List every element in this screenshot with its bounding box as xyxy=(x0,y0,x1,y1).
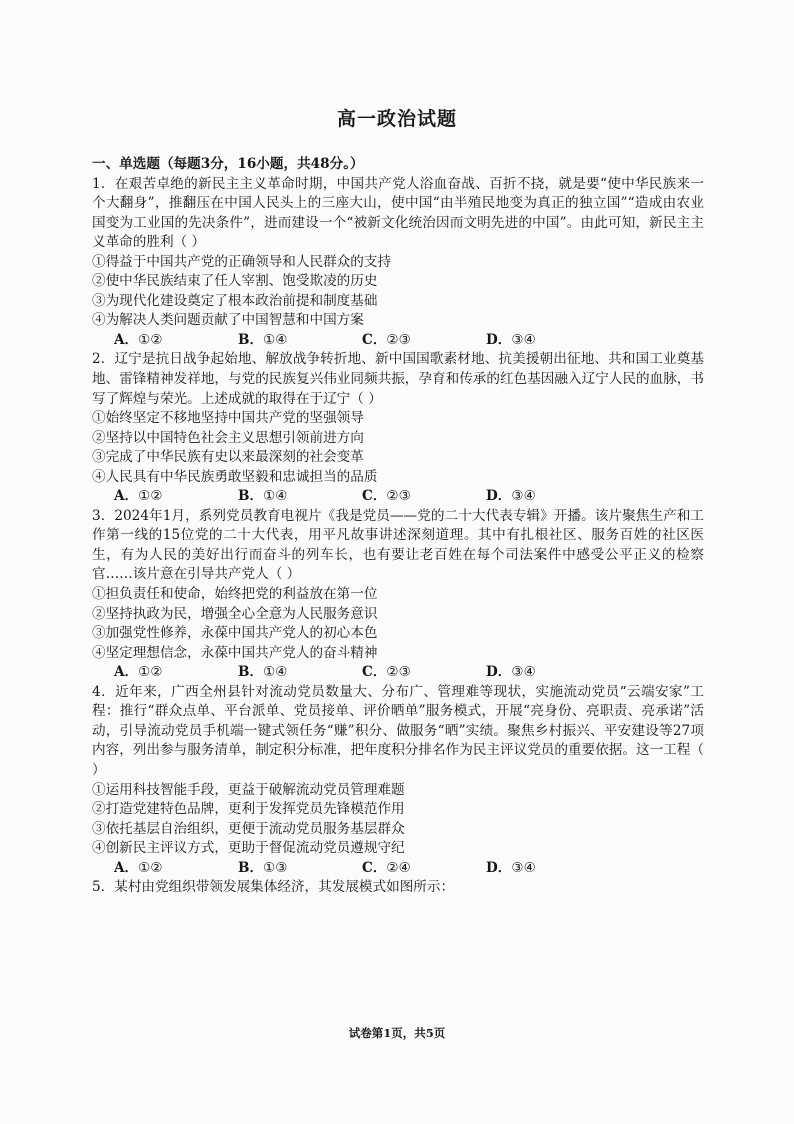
question-1 xyxy=(92,175,704,351)
statement-option: ①运用科技智能手段，更益于破解流动党员管理难题 xyxy=(92,781,405,798)
choice-c: C．②③ xyxy=(362,664,411,681)
section-heading: 一、单选题（每题3分，16小题，共48分。） xyxy=(92,156,364,172)
choice-a: A．①② xyxy=(114,331,163,348)
choice-d: D．③④ xyxy=(486,488,536,505)
statement-option: ③为现代化建设奠定了根本政治前提和制度基础 xyxy=(92,292,378,309)
statement-option: ①担负责任和使命，始终把党的利益放在第一位 xyxy=(92,586,378,603)
choice-c: C．②③ xyxy=(362,488,411,505)
answer-choices xyxy=(92,331,704,351)
answer-choices xyxy=(92,859,704,879)
choice-b: B．①④ xyxy=(238,488,288,505)
statement-option: ④人民具有中华民族勇敢坚毅和忠诚担当的品质 xyxy=(92,468,378,485)
question-stem: 1．在艰苦卓绝的新民主主义革命时期，中国共产党人浴血奋战、百折不挠，就是要“使中华民族来一个大翻身”，推翻压在中国人民头上的三座大山，使中国“由半殖民地变为真正的独立国”“造成由农业国变为工业国的先决条件”，进而建设一个“被新文化统治因而文明先进的中国”。由此可知，新民主主义革命的胜利（ ） xyxy=(92,175,704,251)
question-stem: 2．辽宁是抗日战争起始地、解放战争转折地、新中国国歌素材地、抗美援朝出征地、共和国工业奠基地、雷锋精神发祥地，与党的民族复兴伟业同频共振，孕育和传承的红色基因融入辽宁人民的血脉，书写了辉煌与荣光。上述成就的取得在于辽宁（ ） xyxy=(92,351,704,407)
page-footer: 试卷第1页，共5页 xyxy=(348,1026,446,1040)
choice-c: C．②④ xyxy=(362,859,411,876)
statement-option: ④坚定理想信念，永葆中国共产党人的奋斗精神 xyxy=(92,644,378,661)
statement-option: ④为解决人类问题贡献了中国智慧和中国方案 xyxy=(92,312,364,329)
answer-choices xyxy=(92,663,704,683)
statement-option: ①始终坚定不移地坚持中国共产党的坚强领导 xyxy=(92,410,364,427)
choice-a: A．①② xyxy=(114,664,163,681)
question-5 xyxy=(92,878,704,898)
statement-option: ①得益于中国共产党的正确领导和人民群众的支持 xyxy=(92,253,392,270)
question-stem: 3．2024年1月，系列党员教育电视片《我是党员——党的二十大代表专辑》开播。该片聚焦生产和工作第一线的15位党的二十大代表，用平凡故事讲述深刻道理。其中有扎根社区、服务百姓的社区医生，有为人民的美好出行而奋斗的列车长，也有要让老百姓在每个司法案件中感受公平正义的检察官……该片意在引导共产党人（ ） xyxy=(92,507,704,583)
answer-choices xyxy=(92,487,704,507)
question-3 xyxy=(92,507,704,683)
question-4 xyxy=(92,683,704,878)
choice-a: A．①② xyxy=(114,859,163,876)
choice-d: D．③④ xyxy=(486,664,536,681)
question-2 xyxy=(92,350,704,506)
choice-b: B．①③ xyxy=(238,859,288,876)
choice-d: D．③④ xyxy=(486,859,536,876)
statement-option: ②坚持以中国特色社会主义思想引领前进方向 xyxy=(92,429,364,446)
question-stem: 5．某村由党组织带领发展集体经济，其发展模式如图所示： xyxy=(92,879,455,896)
choice-a: A．①② xyxy=(114,488,163,505)
exam-content xyxy=(92,155,704,898)
statement-option: ③加强党性修养，永葆中国共产党人的初心本色 xyxy=(92,625,378,642)
statement-option: ④创新民主评议方式，更助于督促流动党员遵规守纪 xyxy=(92,840,405,857)
choice-c: C．②③ xyxy=(362,331,411,348)
statement-option: ③完成了中华民族有史以来最深刻的社会变革 xyxy=(92,449,364,466)
choice-b: B．①④ xyxy=(238,664,288,681)
question-stem: 4．近年来，广西全州县针对流动党员数量大、分布广、管理难等现状，实施流动党员“云端安家”工程：推行“群众点单、平台派单、党员接单、评价晒单”服务模式，开展“亮身份、亮职责、亮承诺”活动，引导流动党员手机端一键式领任务“赚”积分、做服务“晒”实绩。聚焦乡村振兴、平安建设等27项内容，列出参与服务清单，制定积分标准，把年度积分排名作为民主评议党员的重要依据。这一工程（ ） xyxy=(92,683,704,778)
statement-option: ②坚持执政为民，增强全心全意为人民服务意识 xyxy=(92,605,378,622)
statement-option: ②使中华民族结束了任人宰割、饱受欺凌的历史 xyxy=(92,273,378,290)
statement-option: ③依托基层自治组织，更便于流动党员服务基层群众 xyxy=(92,820,405,837)
page-title: 高一政治试题 xyxy=(336,108,457,130)
choice-b: B．①④ xyxy=(238,331,288,348)
statement-option: ②打造党建特色品牌，更利于发挥党员先锋模范作用 xyxy=(92,801,405,818)
choice-d: D．③④ xyxy=(486,331,536,348)
